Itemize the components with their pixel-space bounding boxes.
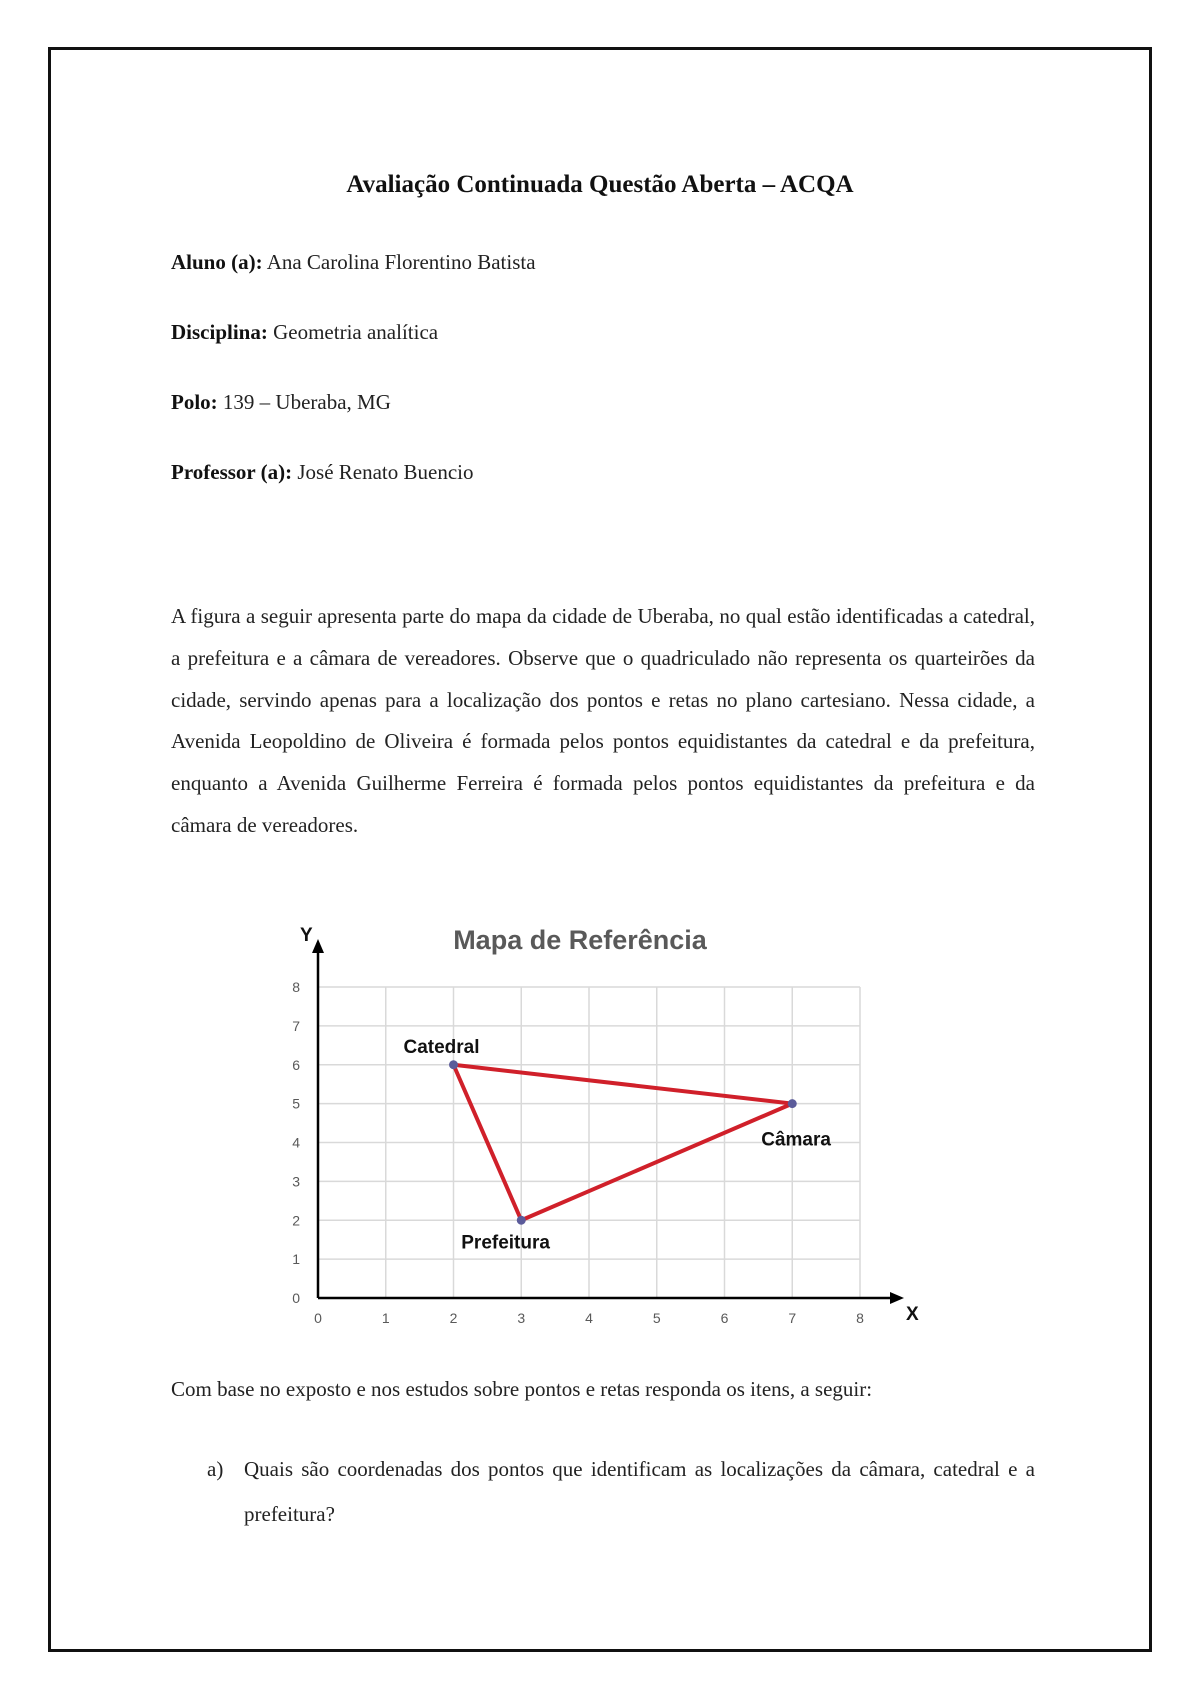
x-tick-label: 1 (381, 1310, 390, 1326)
field-professor-label: Professor (a): (171, 460, 293, 484)
chart-axes (312, 939, 904, 1304)
y-tick-label: 2 (292, 1212, 300, 1229)
chart-title: Mapa de Referência (453, 925, 707, 955)
point-label-catedral: Catedral (403, 1036, 480, 1058)
y-tick-label: 3 (292, 1173, 300, 1190)
y-tick-label: 1 (292, 1251, 300, 1268)
point-label-prefeitura: Prefeitura (461, 1232, 550, 1254)
x-tick-label: 8 (856, 1310, 864, 1326)
field-polo-label: Polo: (171, 390, 218, 414)
x-tick-label: 3 (517, 1310, 526, 1326)
point-camara (788, 1099, 797, 1108)
x-tick-label: 6 (720, 1310, 729, 1326)
x-tick-label: 0 (314, 1310, 322, 1326)
x-axis-label: X (906, 1304, 919, 1325)
y-axis-label: Y (300, 925, 313, 946)
point-prefeitura (517, 1216, 526, 1225)
x-tick-label: 2 (449, 1310, 458, 1326)
point-label-camara: Câmara (761, 1129, 831, 1151)
y-axis-arrow (312, 939, 324, 953)
question-item-a (207, 1447, 1035, 1537)
y-tick-label: 4 (292, 1134, 300, 1151)
question-intro: Com base no exposto e nos estudos sobre pontos e retas responda os itens, a seguir: (171, 1377, 873, 1401)
field-polo-value: 139 – Uberaba, MG (222, 390, 391, 414)
y-tick-label: 5 (292, 1095, 300, 1112)
item-a-text: Quais são coordenadas dos pontos que identificam as localizações da câmara, catedral e a prefeitura? (244, 1457, 1035, 1526)
field-student-value: Ana Carolina Florentino Batista (266, 250, 536, 274)
x-axis-arrow (890, 1292, 904, 1304)
field-discipline-label: Disciplina: (171, 320, 268, 344)
document-title: Avaliação Continuada Questão Aberta – ACQA (346, 171, 854, 198)
chart-ticks (292, 979, 864, 1326)
x-tick-label: 4 (585, 1310, 593, 1326)
y-tick-label: 6 (292, 1056, 300, 1073)
y-tick-label: 0 (292, 1290, 300, 1306)
point-catedral (449, 1060, 458, 1069)
item-a-marker: a) (207, 1457, 224, 1481)
field-professor-value: José Renato Buencio (297, 460, 474, 484)
y-tick-label: 7 (292, 1017, 300, 1034)
x-tick-label: 7 (788, 1310, 797, 1326)
field-student-label: Aluno (a): (171, 250, 263, 274)
x-tick-label: 5 (652, 1310, 661, 1326)
body-paragraph: A figura a seguir apresenta parte do mapa da cidade de Uberaba, no qual estão identificadas a catedral, a prefeitura e a câmara de vereadores. Observe que o quadriculado não representa os quarteirões da cidade, servindo apenas para a localização dos pontos e retas no plano cartesiano. Nessa cidade, a Avenida Leopoldino de Oliveira é formada pelos pontos equidistantes da catedral e da prefeitura, enquanto a Avenida Guilherme Ferreira é formada pelos pontos equidistantes da prefeitura e da câmara de vereadores. (171, 604, 1035, 837)
y-tick-label: 8 (292, 979, 300, 995)
field-discipline-value: Geometria analítica (273, 320, 439, 344)
